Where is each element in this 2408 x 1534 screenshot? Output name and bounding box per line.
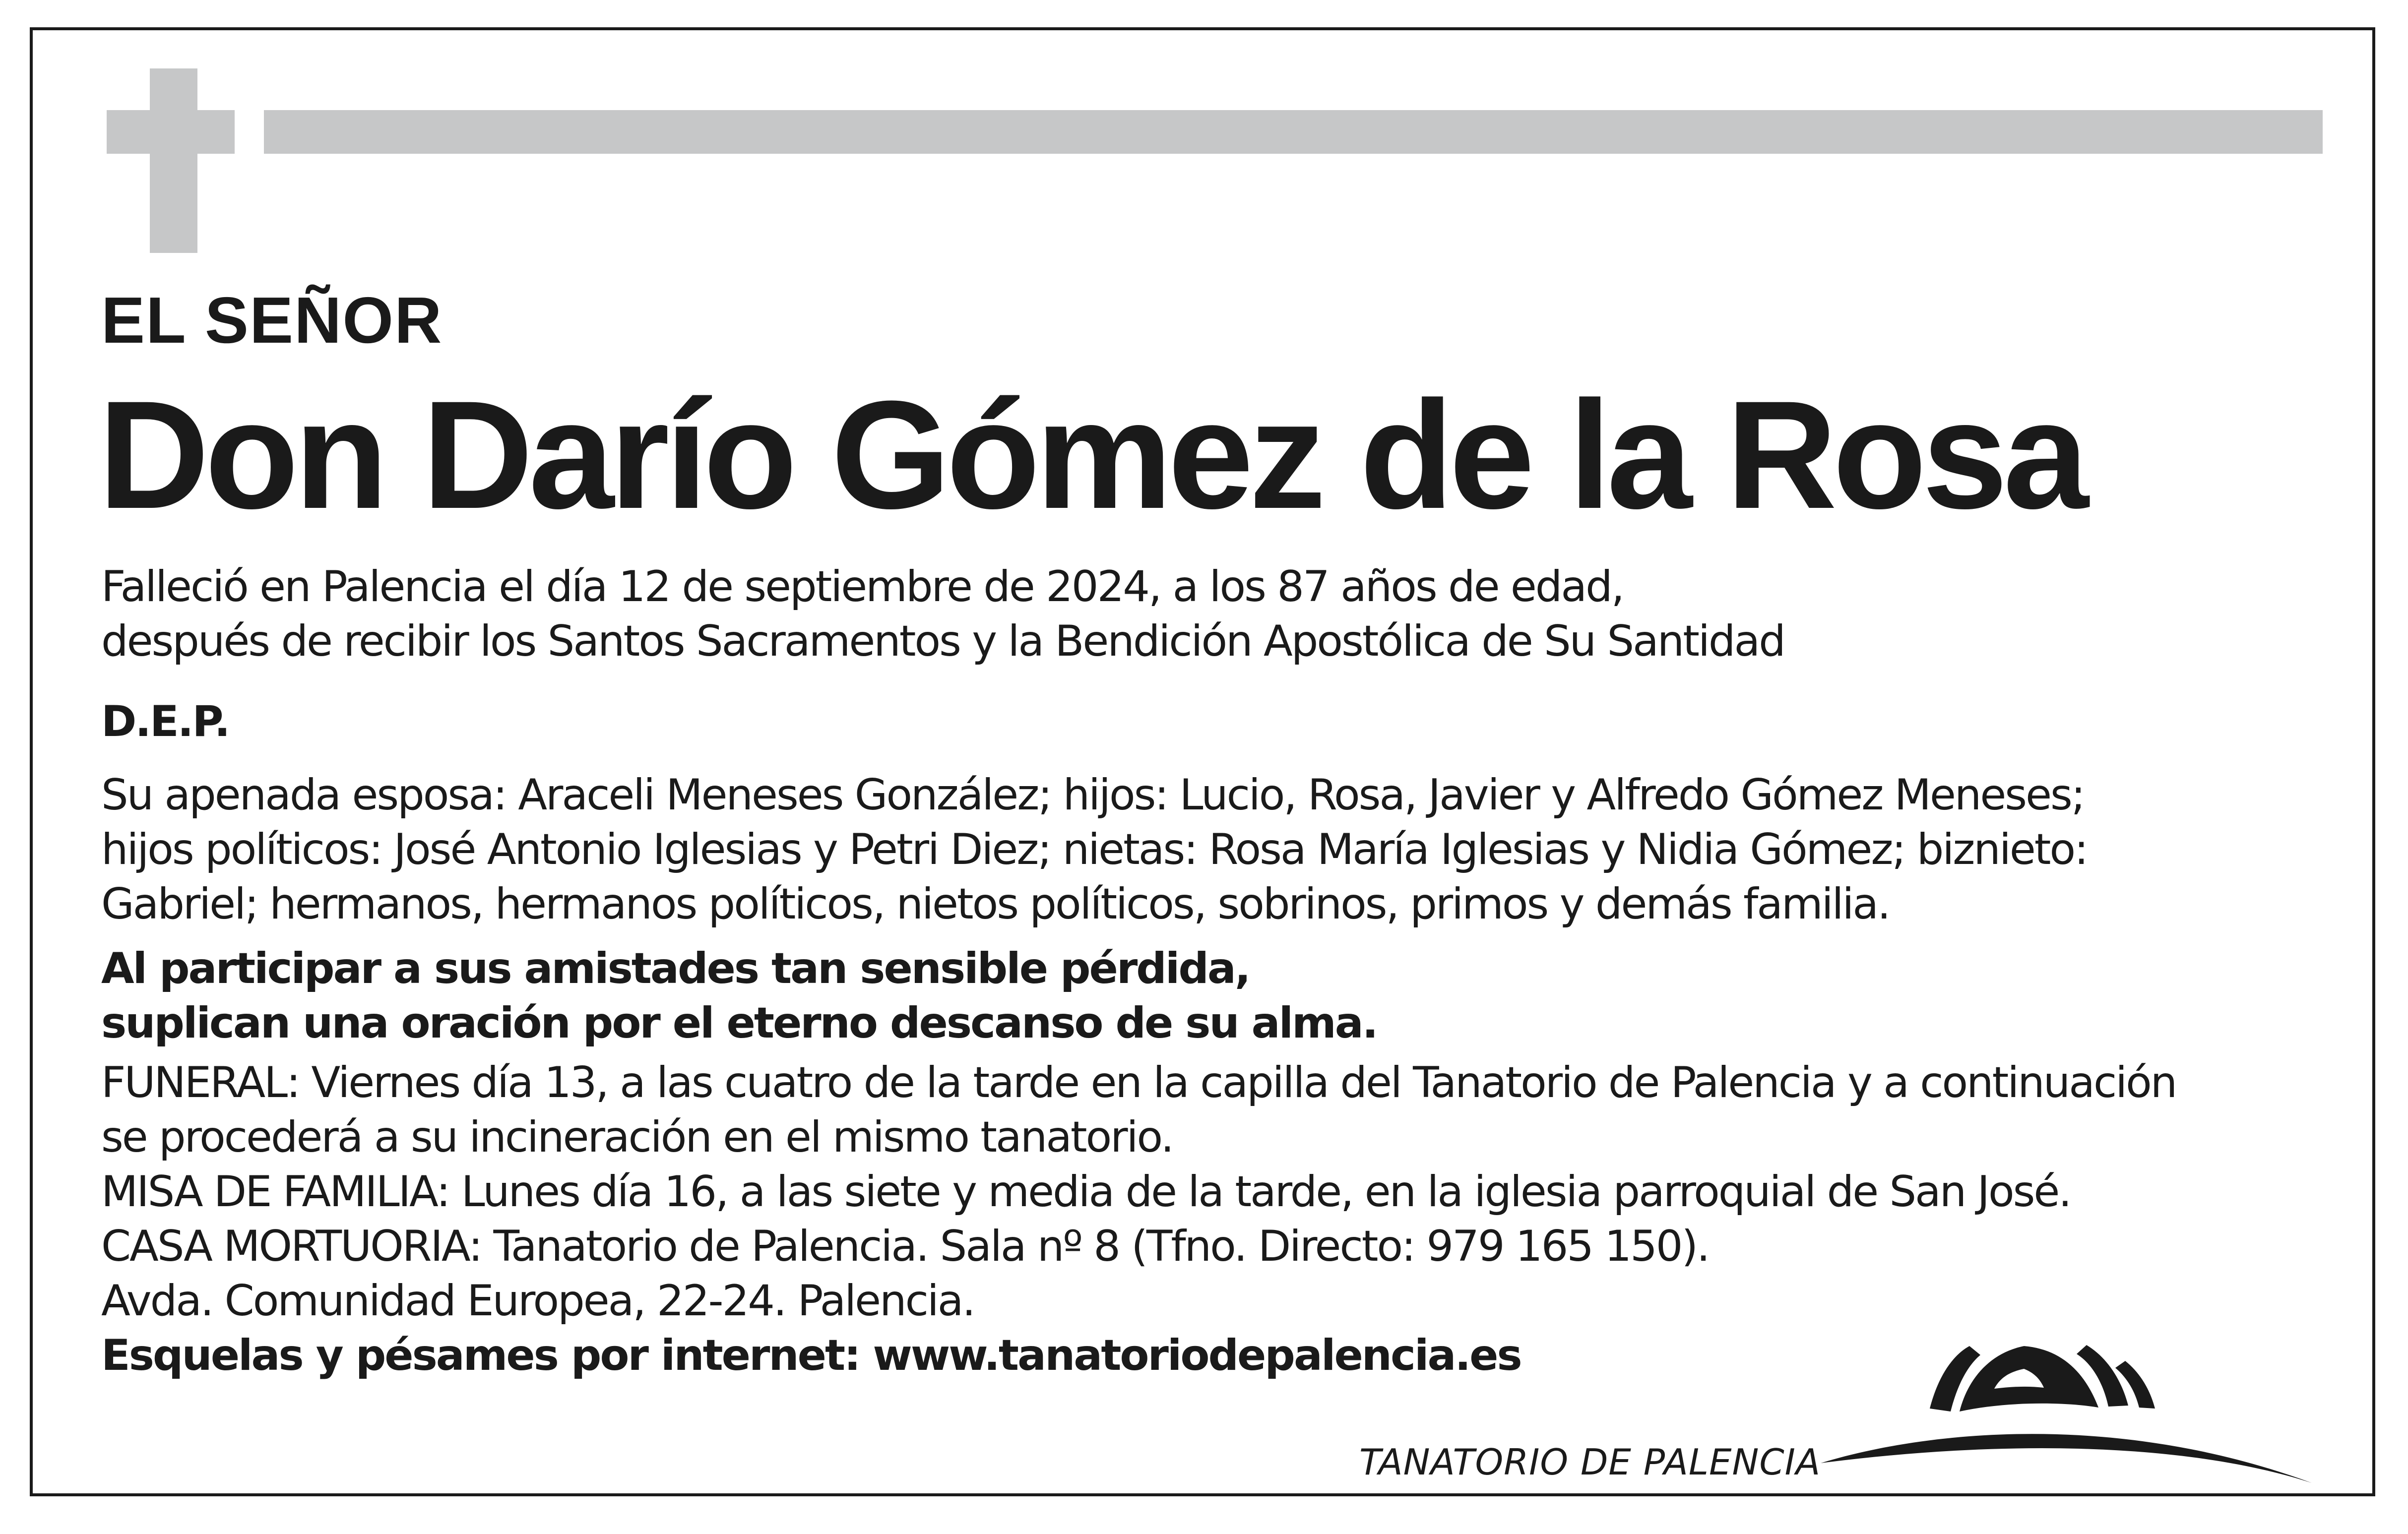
mass-line: MISA DE FAMILIA: Lunes día 16, a las siete y media de la tarde, en la iglesia parroquial de San José. [101, 1167, 2071, 1217]
tanatorio-logo [1359, 1314, 2351, 1493]
house-line: CASA MORTUORIA: Tanatorio de Palencia. Sala nº 8 (Tfno. Directo: 979 165 150). [101, 1222, 1709, 1271]
family-line-3: Gabriel; hermanos, hermanos políticos, nietos políticos, sobrinos, primos y demás familia. [101, 879, 1890, 929]
death-line-1: Falleció en Palencia el día 12 de septiembre de 2024, a los 87 años de edad, [101, 562, 1624, 612]
funeral-line-1: FUNERAL: Viernes día 13, a las cuatro de la tarde en la capilla del Tanatorio de Palencia y a continuación [101, 1058, 2176, 1107]
prayer-line-2: suplican una oración por el eterno descanso de su alma. [101, 998, 1377, 1048]
family-line-1: Su apenada esposa: Araceli Meneses González; hijos: Lucio, Rosa, Javier y Alfredo Gómez Meneses; [101, 770, 2084, 820]
rip-label: D.E.P. [101, 697, 229, 746]
dome-logo-icon [1806, 1314, 2342, 1493]
deceased-name: Don Darío Gómez de la Rosa [98, 368, 2085, 541]
prayer-line-1: Al participar a sus amistades tan sensible pérdida, [101, 944, 1250, 993]
cross-icon-arm [107, 110, 235, 154]
funeral-line-2: se procederá a su incineración en el mismo tanatorio. [101, 1112, 1173, 1162]
death-line-2: después de recibir los Santos Sacramentos y la Bendición Apostólica de Su Santidad [101, 616, 1784, 666]
cross-icon [150, 68, 197, 253]
title-label: EL SEÑOR [101, 284, 443, 357]
header-rule [264, 110, 2323, 154]
family-line-2: hijos políticos: José Antonio Iglesias y Petri Diez; nietas: Rosa María Iglesias y Nidia Gómez; biznieto: [101, 825, 2088, 874]
logo-text: TANATORIO DE PALENCIA [1359, 1441, 1821, 1483]
address-line: Avda. Comunidad Europea, 22-24. Palencia. [101, 1276, 974, 1326]
internet-line: Esquelas y pésames por internet: www.tanatoriodepalencia.es [101, 1331, 1521, 1380]
